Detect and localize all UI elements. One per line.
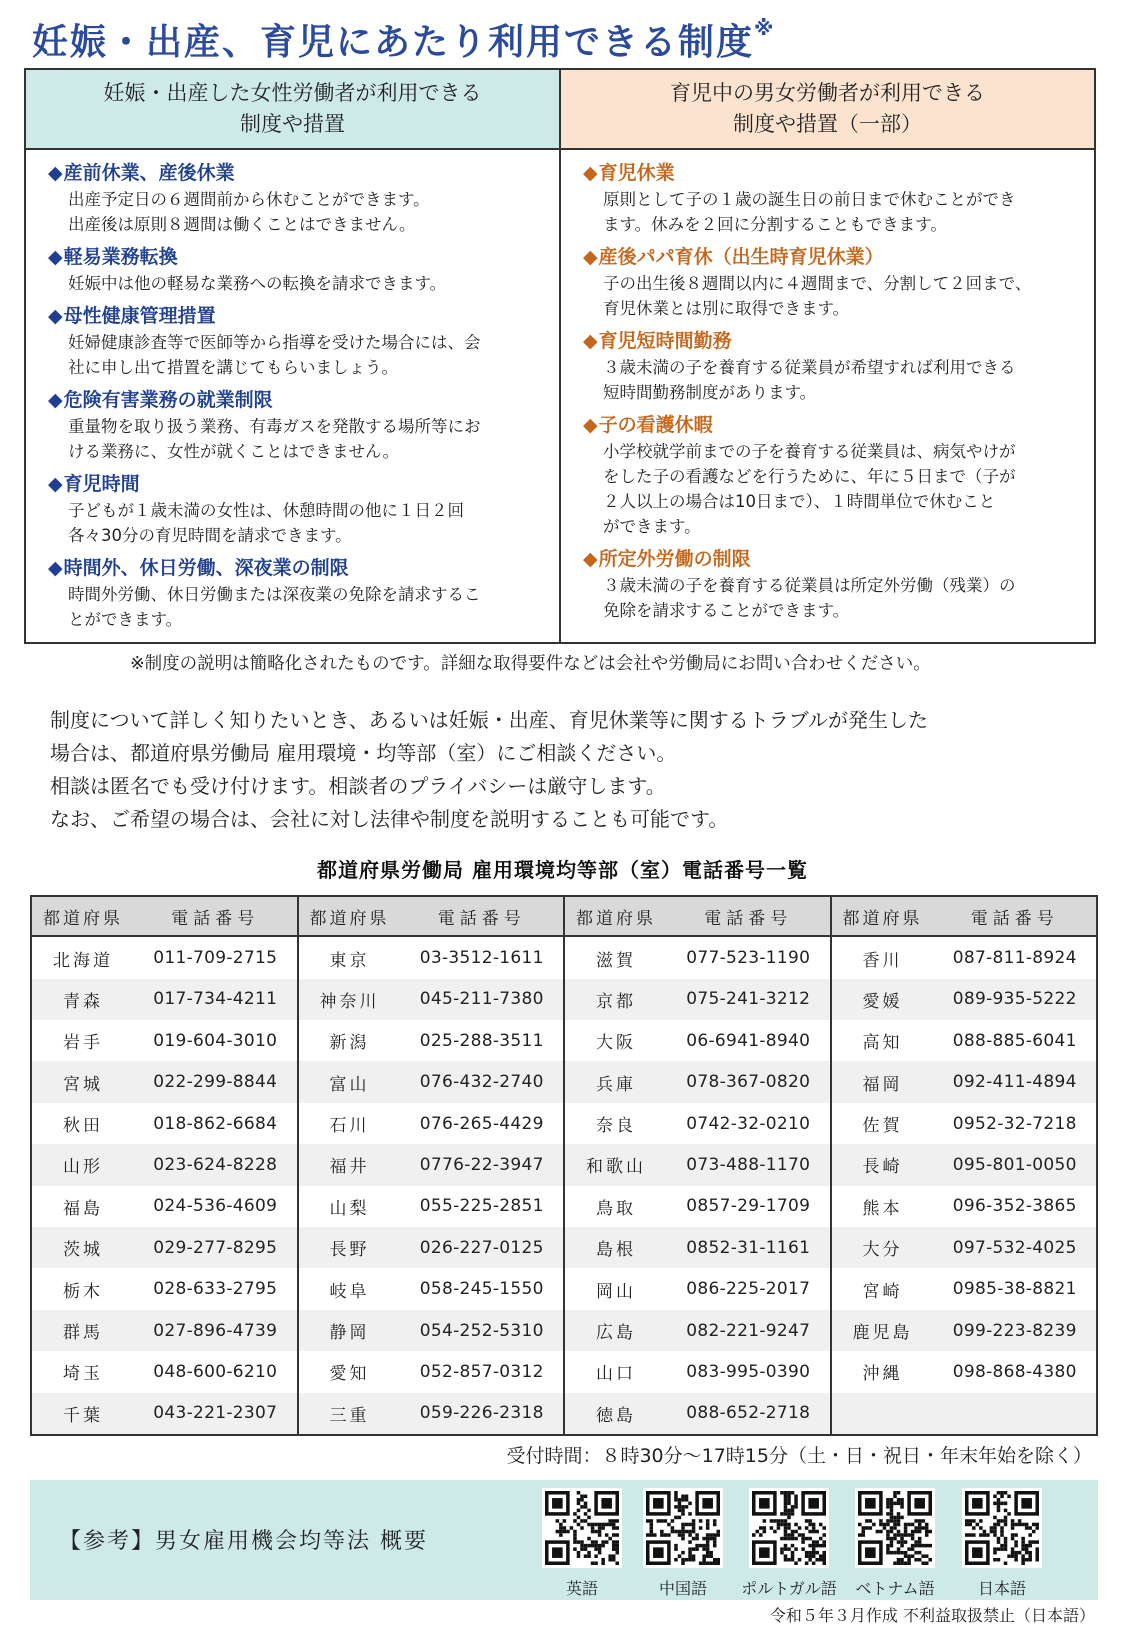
header-prefecture: 都道府県 [842, 908, 923, 929]
phone-number[interactable]: 03-3512-1611 [419, 948, 544, 968]
table-row [565, 1351, 830, 1392]
prefecture-name: 愛媛 [862, 991, 903, 1012]
phone-number[interactable]: 028-633-2795 [153, 1279, 278, 1300]
prefecture-name: 沖縄 [862, 1364, 903, 1385]
system-item [583, 412, 1082, 539]
qr-japanese[interactable] [952, 1488, 1052, 1599]
phone-number[interactable]: 088-652-2718 [686, 1403, 811, 1424]
system-item-description: ける業務に、女性が就くことはできません。 [68, 442, 399, 461]
system-item-description: 各々30分の育児時間を請求できます。 [68, 526, 352, 545]
table-row [832, 1268, 1097, 1309]
prefecture-name: 千葉 [63, 1405, 103, 1426]
table-row [565, 979, 830, 1020]
systems-footnote: ※制度の説明は簡略化されたものです。詳細な取得要件などは会社や労働局にお問い合わせください。 [130, 654, 931, 674]
phone-number[interactable]: 097-532-4025 [952, 1237, 1077, 1258]
table-row [832, 1310, 1097, 1351]
diamond-bullet-icon: ◆ [583, 330, 598, 352]
phone-number[interactable]: 055-225-2851 [419, 1196, 544, 1217]
phone-number[interactable]: 0742-32-0210 [686, 1113, 811, 1134]
system-item-description: ができます。 [603, 517, 701, 536]
phone-number[interactable]: 017-734-4211 [153, 989, 278, 1010]
prefecture-name: 石川 [329, 1116, 370, 1137]
table-row [299, 1103, 564, 1144]
table-row [565, 1061, 830, 1102]
header-prefecture: 都道府県 [576, 908, 656, 929]
phone-number[interactable]: 078-367-0820 [686, 1072, 811, 1093]
header-prefecture: 都道府県 [43, 908, 123, 929]
system-item [48, 471, 547, 548]
prefecture-name: 岐阜 [329, 1281, 370, 1302]
phone-number[interactable]: 076-265-4429 [419, 1113, 544, 1134]
system-item-title: ◆育児休業 [583, 162, 675, 184]
qr-portuguese[interactable] [739, 1488, 839, 1599]
qr-code-icon [643, 1488, 723, 1568]
prefecture-name: 栃木 [63, 1281, 103, 1302]
table-row [32, 979, 297, 1020]
phone-table-header [832, 897, 1097, 937]
reference-label: 【参考】男女雇用機会均等法 概要 [59, 1529, 428, 1554]
table-row [32, 937, 297, 978]
system-item-description: 妊婦健康診査等で医師等から指導を受けた場合には、会 [68, 333, 481, 352]
diamond-bullet-icon: ◆ [583, 414, 598, 436]
system-item-description: 子の出生後８週間以内に４週間まで、分割して２回まで、 [603, 274, 1032, 293]
header-phone: 電話番号 [171, 908, 260, 929]
qr-code-icon [855, 1488, 935, 1568]
system-item-description: 子どもが１歳未満の女性は、休憩時間の他に１日２回 [68, 501, 464, 520]
prefecture-name: 京都 [596, 991, 636, 1012]
phone-number[interactable]: 0852-31-1161 [686, 1237, 811, 1258]
qr-vietnamese[interactable] [845, 1488, 945, 1599]
prefecture-name: 福井 [329, 1157, 370, 1178]
phone-number[interactable]: 0952-32-7218 [952, 1113, 1077, 1134]
prefecture-name: 茨城 [63, 1240, 103, 1261]
prefecture-name: 宮城 [63, 1074, 103, 1095]
phone-number[interactable]: 096-352-3865 [952, 1196, 1077, 1217]
phone-table-body [832, 937, 1097, 1434]
phone-table-header [299, 897, 564, 937]
phone-number[interactable]: 0776-22-3947 [419, 1154, 544, 1175]
table-row [832, 1061, 1097, 1102]
phone-number[interactable]: 082-221-9247 [686, 1320, 811, 1341]
diamond-bullet-icon: ◆ [48, 246, 63, 268]
system-item-description: 出産後は原則８週間は働くことはできません。 [68, 215, 416, 234]
diamond-bullet-icon: ◆ [48, 389, 63, 411]
phone-number[interactable]: 095-801-0050 [952, 1154, 1077, 1175]
table-row [32, 1020, 297, 1061]
table-row [565, 1227, 830, 1268]
table-row [299, 1227, 564, 1268]
prefecture-name: 福島 [63, 1198, 103, 1219]
table-row [832, 1351, 1097, 1392]
table-row [832, 1020, 1097, 1061]
system-item-title: ◆時間外、休日労働、深夜業の制限 [48, 557, 349, 579]
phone-number[interactable]: 099-223-8239 [952, 1320, 1077, 1341]
prefecture-name: 秋田 [63, 1116, 103, 1137]
system-item [48, 160, 547, 237]
system-item-description: 妊娠中は他の軽易な業務への転換を請求できます。 [68, 274, 447, 293]
system-item [583, 160, 1082, 237]
system-item-title: ◆子の看護休暇 [583, 414, 713, 436]
prefecture-name: 東京 [329, 950, 370, 971]
prefecture-name: 鹿児島 [852, 1323, 913, 1344]
system-item [48, 555, 547, 632]
prefecture-name: 佐賀 [862, 1116, 903, 1137]
phone-table-title: 都道府県労働局 雇用環境均等部（室）電話番号一覧 [317, 858, 808, 882]
table-row [32, 1351, 297, 1392]
table-row [32, 1227, 297, 1268]
system-item-title: ◆産前休業、産後休業 [48, 162, 235, 184]
phone-number[interactable]: 029-277-8295 [153, 1237, 278, 1258]
phone-number[interactable]: 027-896-4739 [153, 1320, 278, 1341]
table-row [299, 1310, 564, 1351]
phone-table-column [32, 897, 297, 1434]
consultation-paragraph: 制度について詳しく知りたいとき、あるいは妊娠・出産、育児休業等に関するトラブルが発生した 場合は、都道府県労働局 雇用環境・均等部（室）にご相談ください。 相談は匿名でも受け付けます。相談者のプライバシーは厳守します。 なお、ご希望の場合は、会社に対し法律や制度を説明することも可能です。 [50, 708, 928, 831]
phone-number[interactable]: 024-536-4609 [153, 1196, 278, 1217]
prefecture-name: 富山 [329, 1074, 370, 1095]
prefecture-name: 高知 [862, 1033, 903, 1054]
system-item-description: 社に申し出て措置を講じてもらいましょう。 [68, 358, 398, 377]
prefecture-name: 大分 [862, 1240, 903, 1261]
qr-label: 日本語 [977, 1579, 1026, 1598]
header-phone: 電話番号 [970, 908, 1059, 929]
qr-label: ポルトガル語 [741, 1579, 837, 1598]
phone-number[interactable]: 06-6941-8940 [686, 1030, 811, 1051]
systems-column-women [26, 70, 559, 642]
table-row [299, 1020, 564, 1061]
diamond-bullet-icon: ◆ [48, 305, 63, 327]
prefecture-name: 長野 [329, 1240, 370, 1261]
phone-number[interactable]: 086-225-2017 [686, 1279, 811, 1300]
prefecture-name: 福岡 [862, 1074, 903, 1095]
table-row [832, 1103, 1097, 1144]
table-row [32, 1393, 297, 1434]
system-item [48, 244, 547, 296]
systems-table [24, 68, 1096, 644]
qr-chinese[interactable] [633, 1488, 733, 1599]
table-row [565, 1268, 830, 1309]
prefecture-name: 群馬 [63, 1323, 103, 1344]
prefecture-name: 兵庫 [596, 1074, 636, 1095]
phone-number[interactable]: 087-811-8924 [952, 948, 1077, 968]
system-item-description: ます。休みを２回に分割することもできます。 [603, 215, 947, 234]
qr-code-icon [749, 1488, 829, 1568]
phone-number[interactable]: 052-857-0312 [419, 1361, 544, 1382]
system-item-description: をした子の看護などを行うために、年に５日まで（子が [603, 467, 1016, 486]
table-row [565, 1310, 830, 1351]
phone-number[interactable]: 025-288-3511 [419, 1030, 544, 1051]
prefecture-name: 広島 [596, 1323, 636, 1344]
qr-label: 英語 [565, 1579, 598, 1598]
system-item-description: ２人以上の場合は10日まで）、１時間単位で休むこと [603, 492, 996, 511]
table-row [32, 1186, 297, 1227]
phone-table-body [299, 937, 564, 1434]
phone-number[interactable]: 058-245-1550 [419, 1279, 544, 1300]
reference-panel [30, 1480, 1098, 1600]
prefecture-name: 岡山 [596, 1281, 636, 1302]
phone-number[interactable]: 048-600-6210 [153, 1361, 278, 1382]
table-row [32, 1061, 297, 1102]
systems-column-parents [559, 70, 1094, 642]
prefecture-name: 鳥取 [596, 1198, 636, 1219]
phone-table-column [563, 897, 830, 1434]
phone-number[interactable]: 0985-38-8821 [952, 1279, 1077, 1300]
table-row [832, 1227, 1097, 1268]
systems-column-header: 育児中の男女労働者が利用できる 制度や措置（一部） [561, 70, 1094, 150]
prefecture-name: 神奈川 [319, 991, 380, 1012]
phone-table-column [830, 897, 1097, 1434]
prefecture-name: 奈良 [596, 1116, 636, 1137]
prefecture-name: 北海道 [53, 950, 113, 971]
prefecture-name: 青森 [63, 991, 103, 1012]
title-note-mark: ※ [754, 16, 776, 40]
table-row [565, 937, 830, 978]
prefecture-name: 宮崎 [862, 1281, 903, 1302]
system-item-title: ◆危険有害業務の就業制限 [48, 389, 273, 411]
phone-number[interactable]: 076-432-2740 [419, 1072, 544, 1093]
system-item-description: 育児休業とは別に取得できます。 [603, 299, 850, 318]
system-item-description: 原則として子の１歳の誕生日の前日まで休むことができ [603, 190, 1016, 209]
phone-number[interactable]: 043-221-2307 [153, 1403, 278, 1424]
system-item-description: とができます。 [68, 610, 183, 629]
phone-table-header [565, 897, 830, 937]
phone-number[interactable]: 092-411-4894 [952, 1072, 1077, 1093]
table-row [299, 1351, 564, 1392]
phone-number[interactable]: 0857-29-1709 [686, 1196, 811, 1217]
phone-number[interactable]: 011-709-2715 [153, 948, 278, 968]
prefecture-name: 熊本 [862, 1198, 903, 1219]
prefecture-name: 山梨 [329, 1198, 370, 1219]
system-item [48, 303, 547, 380]
phone-number[interactable]: 098-868-4380 [952, 1361, 1077, 1382]
header-phone: 電話番号 [704, 908, 793, 929]
systems-list [561, 150, 1094, 630]
system-item-description: 免除を請求することができます。 [603, 601, 850, 620]
system-item-description: 出産予定日の６週間前から休むことができます。 [68, 190, 430, 209]
table-row [299, 1061, 564, 1102]
phone-number[interactable]: 088-885-6041 [952, 1030, 1077, 1051]
phone-number[interactable]: 019-604-3010 [153, 1030, 278, 1051]
header-phone: 電話番号 [437, 908, 526, 929]
prefecture-name: 大阪 [596, 1033, 636, 1054]
qr-label: ベトナム語 [855, 1579, 935, 1598]
system-item-description: 短時間勤務制度があります。 [603, 383, 817, 402]
phone-number[interactable]: 045-211-7380 [419, 989, 544, 1010]
diamond-bullet-icon: ◆ [583, 246, 598, 268]
system-item [583, 328, 1082, 405]
phone-table [30, 895, 1098, 1436]
system-item-description: 重量物を取り扱う業務、有毒ガスを発散する場所等にお [68, 417, 481, 436]
table-row [32, 1103, 297, 1144]
table-row [832, 937, 1097, 978]
diamond-bullet-icon: ◆ [48, 557, 63, 579]
table-row [32, 1144, 297, 1185]
system-item-description: 小学校就学前までの子を養育する従業員は、病気やけが [603, 442, 1016, 461]
prefecture-name: 滋賀 [596, 950, 636, 971]
table-row [299, 979, 564, 1020]
diamond-bullet-icon: ◆ [583, 162, 598, 184]
diamond-bullet-icon: ◆ [48, 162, 63, 184]
table-row [32, 1268, 297, 1309]
reception-hours: 受付時間：８時30分～17時15分（土・日・祝日・年末年始を除く） [506, 1445, 1092, 1467]
table-row [299, 937, 564, 978]
diamond-bullet-icon: ◆ [48, 473, 63, 495]
table-row [832, 1393, 1097, 1434]
phone-number[interactable]: 059-226-2318 [419, 1403, 544, 1424]
prefecture-name: 山形 [63, 1157, 103, 1178]
page-title: 妊娠・出産、育児にあたり利用できる制度※ [32, 16, 776, 63]
phone-table-header [32, 897, 297, 937]
diamond-bullet-icon: ◆ [583, 548, 598, 570]
prefecture-name: 静岡 [329, 1323, 370, 1344]
system-item-title: ◆産後パパ育休（出生時育児休業） [583, 246, 884, 268]
qr-english[interactable] [532, 1488, 632, 1599]
qr-code-icon [962, 1488, 1042, 1568]
phone-number[interactable]: 026-227-0125 [419, 1237, 544, 1258]
phone-number[interactable]: 054-252-5310 [419, 1320, 544, 1341]
footer-note: 令和５年３月作成 不利益取扱禁止（日本語） [769, 1606, 1095, 1625]
table-row [299, 1144, 564, 1185]
prefecture-name: 岩手 [63, 1033, 103, 1054]
table-row [299, 1393, 564, 1434]
phone-number[interactable]: 083-995-0390 [686, 1361, 811, 1382]
system-item-title: ◆母性健康管理措置 [48, 305, 216, 327]
system-item [583, 244, 1082, 321]
system-item [48, 387, 547, 464]
system-item-title: ◆所定外労働の制限 [583, 548, 751, 570]
prefecture-name: 新潟 [329, 1033, 370, 1054]
phone-number[interactable]: 023-624-8228 [153, 1154, 278, 1175]
phone-table-column [297, 897, 564, 1434]
table-row [299, 1186, 564, 1227]
prefecture-name: 香川 [862, 950, 903, 971]
prefecture-name: 埼玉 [63, 1364, 103, 1385]
table-row [832, 1186, 1097, 1227]
prefecture-name: 徳島 [596, 1405, 636, 1426]
table-row [832, 1144, 1097, 1185]
prefecture-name: 三重 [329, 1405, 370, 1426]
phone-number[interactable]: 022-299-8844 [153, 1072, 278, 1093]
table-row [565, 1144, 830, 1185]
qr-label: 中国語 [658, 1579, 707, 1598]
table-row [565, 1020, 830, 1061]
table-row [565, 1393, 830, 1434]
table-row [565, 1186, 830, 1227]
system-item-title: ◆育児時間 [48, 473, 140, 495]
system-item-title: ◆育児短時間勤務 [583, 330, 732, 352]
system-item-title: ◆軽易業務転換 [48, 246, 178, 268]
phone-number[interactable]: 077-523-1190 [686, 948, 811, 968]
phone-table-body [32, 937, 297, 1434]
prefecture-name: 和歌山 [586, 1157, 646, 1178]
phone-table-body [565, 937, 830, 1434]
table-row [565, 1103, 830, 1144]
phone-number[interactable]: 073-488-1170 [686, 1154, 811, 1175]
prefecture-name: 島根 [596, 1240, 636, 1261]
qr-code-icon [542, 1488, 622, 1568]
phone-number[interactable]: 018-862-6684 [153, 1113, 278, 1134]
systems-list [26, 150, 559, 639]
system-item-description: 時間外労働、休日労働または深夜業の免除を請求するこ [68, 585, 481, 604]
system-item-description: ３歳未満の子を養育する従業員が希望すれば利用できる [603, 358, 1016, 377]
system-item [583, 546, 1082, 623]
phone-number[interactable]: 089-935-5222 [952, 989, 1077, 1010]
table-row [832, 979, 1097, 1020]
prefecture-name: 愛知 [329, 1364, 370, 1385]
systems-column-header: 妊娠・出産した女性労働者が利用できる 制度や措置 [26, 70, 559, 150]
phone-number[interactable]: 075-241-3212 [686, 989, 811, 1010]
table-row [299, 1268, 564, 1309]
prefecture-name: 長崎 [862, 1157, 903, 1178]
header-prefecture: 都道府県 [309, 908, 390, 929]
table-row [32, 1310, 297, 1351]
system-item-description: ３歳未満の子を養育する従業員は所定外労働（残業）の [603, 576, 1016, 595]
prefecture-name: 山口 [596, 1364, 636, 1385]
